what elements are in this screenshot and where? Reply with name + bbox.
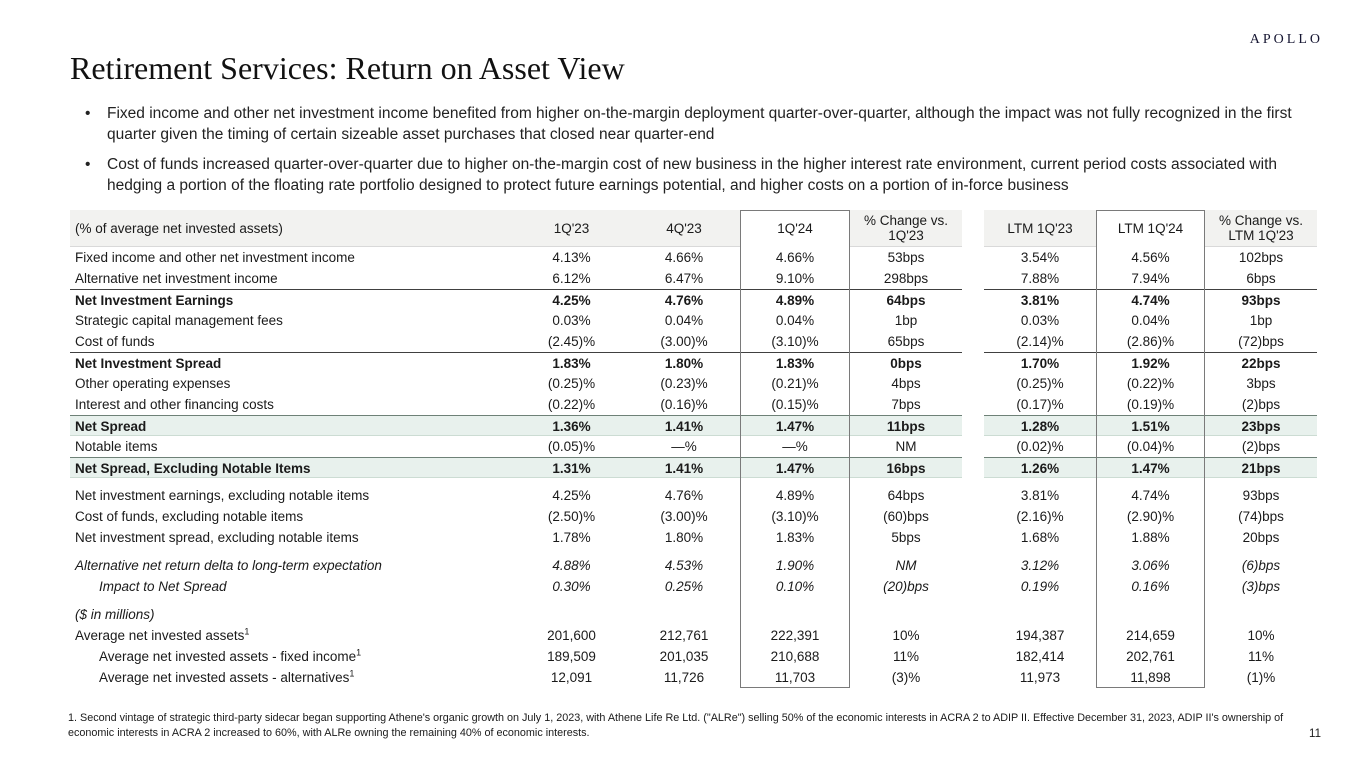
value-cell: (3.00)% [660,509,708,524]
row-label: Alternative net return delta to long-term expectation [75,558,382,573]
value-cell: (0.05)% [547,439,596,454]
value-cell: 1.83% [515,352,628,373]
value-cell: 212,761 [659,628,709,643]
value-cell [984,604,1096,625]
value-cell: (3.10)% [771,334,819,349]
column-gap [962,331,984,352]
value-cell: 0.16% [1131,579,1170,594]
table-row [70,289,1317,310]
value-cell: 4.74% [1096,289,1205,310]
value-cell: 4.88% [552,558,591,573]
value-cell: (20)bps [883,579,929,594]
value-cell: 7.88% [1020,271,1060,286]
col-header-1q24: 1Q'24 [740,210,850,247]
value-cell: 21bps [1205,457,1317,478]
col-header-ltm-1q23: LTM 1Q'23 [984,210,1096,247]
table-row [70,247,1317,268]
row-label: Notable items [75,439,158,454]
value-cell: (2)bps [1241,397,1281,412]
value-cell: 1.47% [740,415,850,436]
table-row [70,555,1317,576]
value-cell: 11bps [850,415,962,436]
row-label: Fixed income and other net investment income [75,250,355,265]
value-cell: (0.23)% [660,376,708,391]
value-cell: 4.76% [664,488,704,503]
footnote: 1. Second vintage of strategic third-party sidecar began supporting Athene's organic growth on July 1, 2023, with Athene Life Re Ltd. ("ALRe") selling 50% of the economic interests in ACRA 2 to ADIP II. Effective December 31, 2023, ADIP II's ownership of economic interests in ACRA 2 increased to 60%, with ALRe owning the remaining 40% of economic interests. [68,712,1284,739]
value-cell: 182,414 [1015,649,1065,664]
page-number: 11 [1309,728,1321,740]
value-cell: 201,600 [547,628,596,643]
table-row [70,331,1317,352]
value-cell: 0.04% [664,313,704,328]
value-cell [515,604,628,625]
value-cell: (0.04)% [1126,439,1175,454]
value-cell: (2.45)% [547,334,596,349]
table-row [70,415,1317,436]
value-cell: 201,035 [659,649,709,664]
value-cell: 6.47% [664,271,704,286]
col-header-metric: (% of average net invested assets) [70,210,515,247]
value-cell [628,604,740,625]
column-gap [962,667,984,688]
value-cell: 1.80% [664,530,704,545]
value-cell: 3bps [1246,376,1276,391]
bullet-icon: • [85,105,91,122]
row-label: Average net invested assets - fixed income$^1$ [99,647,362,664]
value-cell: —% [671,439,697,454]
column-gap [962,394,984,415]
value-cell: 1.92% [1096,352,1205,373]
value-cell: 4.74% [1131,488,1170,503]
value-cell: 6.12% [552,271,591,286]
value-cell: 11,703 [774,670,816,685]
value-cell: 53bps [887,250,925,265]
table-row [70,604,1317,625]
value-cell: 1.90% [775,558,815,573]
value-cell: 4.66% [664,250,704,265]
value-cell: 11,898 [1130,670,1171,685]
value-cell: 11,726 [663,670,705,685]
value-cell: NM [895,558,917,573]
row-label: Cost of funds, excluding notable items [75,509,304,524]
col-header-4q23: 4Q'23 [628,210,740,247]
value-cell: 11,973 [1019,670,1061,685]
value-cell: 1.78% [552,530,591,545]
value-cell: 214,659 [1126,628,1175,643]
value-cell: 1.36% [515,415,628,436]
row-label: Impact to Net Spread [99,579,227,594]
value-cell: (2)bps [1241,439,1281,454]
value-cell: 4.25% [552,488,591,503]
value-cell: 93bps [1205,289,1317,310]
value-cell: (0.22)% [1126,376,1175,391]
value-cell: 0.30% [552,579,591,594]
value-cell: 0.04% [775,313,815,328]
value-cell: 1bp [894,313,918,328]
bullet-icon: • [85,156,91,173]
value-cell: 222,391 [770,628,820,643]
value-cell: 10% [1247,628,1275,643]
value-cell: (2.16)% [1016,509,1064,524]
column-gap [962,576,984,597]
column-gap [962,247,984,268]
value-cell: 1.47% [740,457,850,478]
value-cell: 1.51% [1096,415,1205,436]
value-cell: 1.70% [984,352,1096,373]
value-cell: 5bps [891,530,921,545]
value-cell: 1.83% [775,530,815,545]
value-cell: (2.86)% [1126,334,1175,349]
table-row [70,506,1317,527]
row-label: Cost of funds [75,334,155,349]
column-gap [962,373,984,394]
value-cell: 4.66% [775,250,815,265]
value-cell: 3.81% [984,289,1096,310]
value-cell: (72)bps [1238,334,1284,349]
row-label: Net Spread, Excluding Notable Items [70,457,515,478]
table-row [70,527,1317,548]
col-header-change-vs-ltm-1q23: % Change vs. LTM 1Q'23 [1205,210,1317,247]
value-cell: 1.41% [628,415,740,436]
value-cell: (1)% [1246,670,1276,685]
value-cell: 1.83% [740,352,850,373]
table-row [70,436,1317,457]
value-cell: 11% [1247,649,1275,664]
value-cell: 3.06% [1131,558,1170,573]
value-cell: (3.10)% [771,509,819,524]
table-row [70,625,1317,646]
value-cell: (0.15)% [771,397,819,412]
bullet-text: Cost of funds increased quarter-over-quarter due to higher on-the-margin cost of new business in the higher interest rate environment, current period costs associated with hedging a portion of the floating rate portfolio designed to protect future earnings potential, and higher costs on a portion of in-force business [107,156,1278,194]
value-cell: 65bps [887,334,925,349]
table-row [70,373,1317,394]
value-cell [850,604,962,625]
column-gap [962,210,984,247]
table-row [70,485,1317,506]
value-cell: 3.12% [1020,558,1060,573]
value-cell: 0.03% [552,313,591,328]
value-cell: (60)bps [883,509,929,524]
value-cell: 7.94% [1131,271,1170,286]
value-cell: 1.88% [1131,530,1170,545]
value-cell: 1.41% [628,457,740,478]
value-cell: NM [895,439,917,454]
value-cell: (3)% [891,670,921,685]
value-cell: 1.31% [515,457,628,478]
table-body [70,247,1317,688]
value-cell: 4.13% [552,250,591,265]
value-cell [740,604,850,625]
row-label: Net investment spread, excluding notable items [75,530,359,545]
value-cell: 0bps [850,352,962,373]
table-row [70,576,1317,597]
column-gap [962,436,984,457]
value-cell [1096,604,1205,625]
column-gap [962,352,984,373]
value-cell: 1.80% [628,352,740,373]
value-cell: 64bps [850,289,962,310]
value-cell [1205,604,1317,625]
page-title: Retirement Services: Return on Asset View [70,50,625,86]
column-gap [962,506,984,527]
value-cell: (0.02)% [1016,439,1064,454]
bullet-item [70,103,1308,145]
value-cell: 1.28% [984,415,1096,436]
table-row [70,457,1317,478]
value-cell: 12,091 [550,670,593,685]
value-cell: 3.81% [1020,488,1060,503]
row-label: ($ in millions) [75,607,155,622]
column-gap [962,555,984,576]
bullet-item [70,154,1308,196]
value-cell: 23bps [1205,415,1317,436]
row-label: Average net invested assets$^1$ [75,626,250,643]
column-gap [962,268,984,289]
row-label: Strategic capital management fees [75,313,283,328]
value-cell: 1.47% [1096,457,1205,478]
value-cell: (0.22)% [547,397,596,412]
value-cell: 0.04% [1131,313,1170,328]
value-cell: (0.16)% [660,397,708,412]
value-cell: 93bps [1242,488,1280,503]
value-cell: 20bps [1242,530,1280,545]
value-cell: 1bp [1249,313,1273,328]
value-cell: (0.21)% [771,376,819,391]
bullet-text: Fixed income and other net investment income benefited from higher on-the-margin deployment quarter-over-quarter, although the impact was not fully recognized in the first quarter given the timing of certain sizeable asset purchases that closed near quarter-end [107,105,1292,143]
value-cell: (0.25)% [547,376,596,391]
value-cell: 4.76% [628,289,740,310]
table-row [70,646,1317,667]
value-cell: 189,509 [547,649,596,664]
col-header-ltm-1q24: LTM 1Q'24 [1096,210,1205,247]
value-cell: —% [782,439,808,454]
row-label: Other operating expenses [75,376,231,391]
row-label: Net Investment Earnings [70,289,515,310]
value-cell: 210,688 [770,649,820,664]
value-cell: 3.54% [1020,250,1060,265]
row-label: Alternative net investment income [75,271,278,286]
value-cell: (0.17)% [1016,397,1064,412]
column-gap [962,457,984,478]
row-label: Interest and other financing costs [75,397,274,412]
table-row [70,310,1317,331]
value-cell: 0.19% [1020,579,1060,594]
column-gap [962,289,984,310]
column-gap [962,646,984,667]
value-cell: 194,387 [1015,628,1065,643]
value-cell: 10% [892,628,920,643]
value-cell: 11% [892,649,920,664]
value-cell: 202,761 [1126,649,1175,664]
value-cell: 4.53% [664,558,704,573]
table-row [70,352,1317,373]
row-label: Average net invested assets - alternatives$^1$ [99,668,355,685]
col-header-change-vs-1q23: % Change vs. 1Q'23 [850,210,962,247]
column-gap [962,415,984,436]
value-cell: 1.26% [984,457,1096,478]
value-cell: 4.25% [515,289,628,310]
ros-table [70,210,1317,688]
value-cell: (2.50)% [547,509,596,524]
value-cell: 4.89% [740,289,850,310]
value-cell: 298bps [883,271,929,286]
row-label: Net Spread [70,415,515,436]
value-cell: (6)bps [1241,558,1281,573]
bullet-list [70,103,1308,205]
value-cell: 16bps [850,457,962,478]
row-label: Net Investment Spread [70,352,515,373]
column-gap [962,485,984,506]
column-gap [962,310,984,331]
table-header-row [70,210,1317,247]
value-cell: 9.10% [775,271,815,286]
value-cell: 4bps [891,376,921,391]
value-cell: (0.19)% [1126,397,1175,412]
value-cell: (3.00)% [660,334,708,349]
apollo-logo: APOLLO [1249,32,1323,47]
table-row [70,394,1317,415]
value-cell: (0.25)% [1016,376,1064,391]
value-cell: (74)bps [1238,509,1284,524]
value-cell: (2.14)% [1016,334,1064,349]
value-cell: 0.25% [664,579,704,594]
value-cell: 0.10% [775,579,815,594]
value-cell: 64bps [887,488,925,503]
value-cell: (2.90)% [1126,509,1175,524]
value-cell: 4.89% [775,488,815,503]
row-label: Net investment earnings, excluding notable items [75,488,370,503]
value-cell: 0.03% [1020,313,1060,328]
value-cell: 1.68% [1020,530,1060,545]
value-cell: 6bps [1246,271,1276,286]
column-gap [962,527,984,548]
col-header-1q23: 1Q'23 [515,210,628,247]
table-row [70,268,1317,289]
value-cell: 22bps [1205,352,1317,373]
value-cell: 102bps [1238,250,1284,265]
column-gap [962,604,984,625]
table-row [70,667,1317,688]
value-cell: (3)bps [1241,579,1281,594]
value-cell: 4.56% [1131,250,1170,265]
value-cell: 7bps [891,397,921,412]
column-gap [962,625,984,646]
